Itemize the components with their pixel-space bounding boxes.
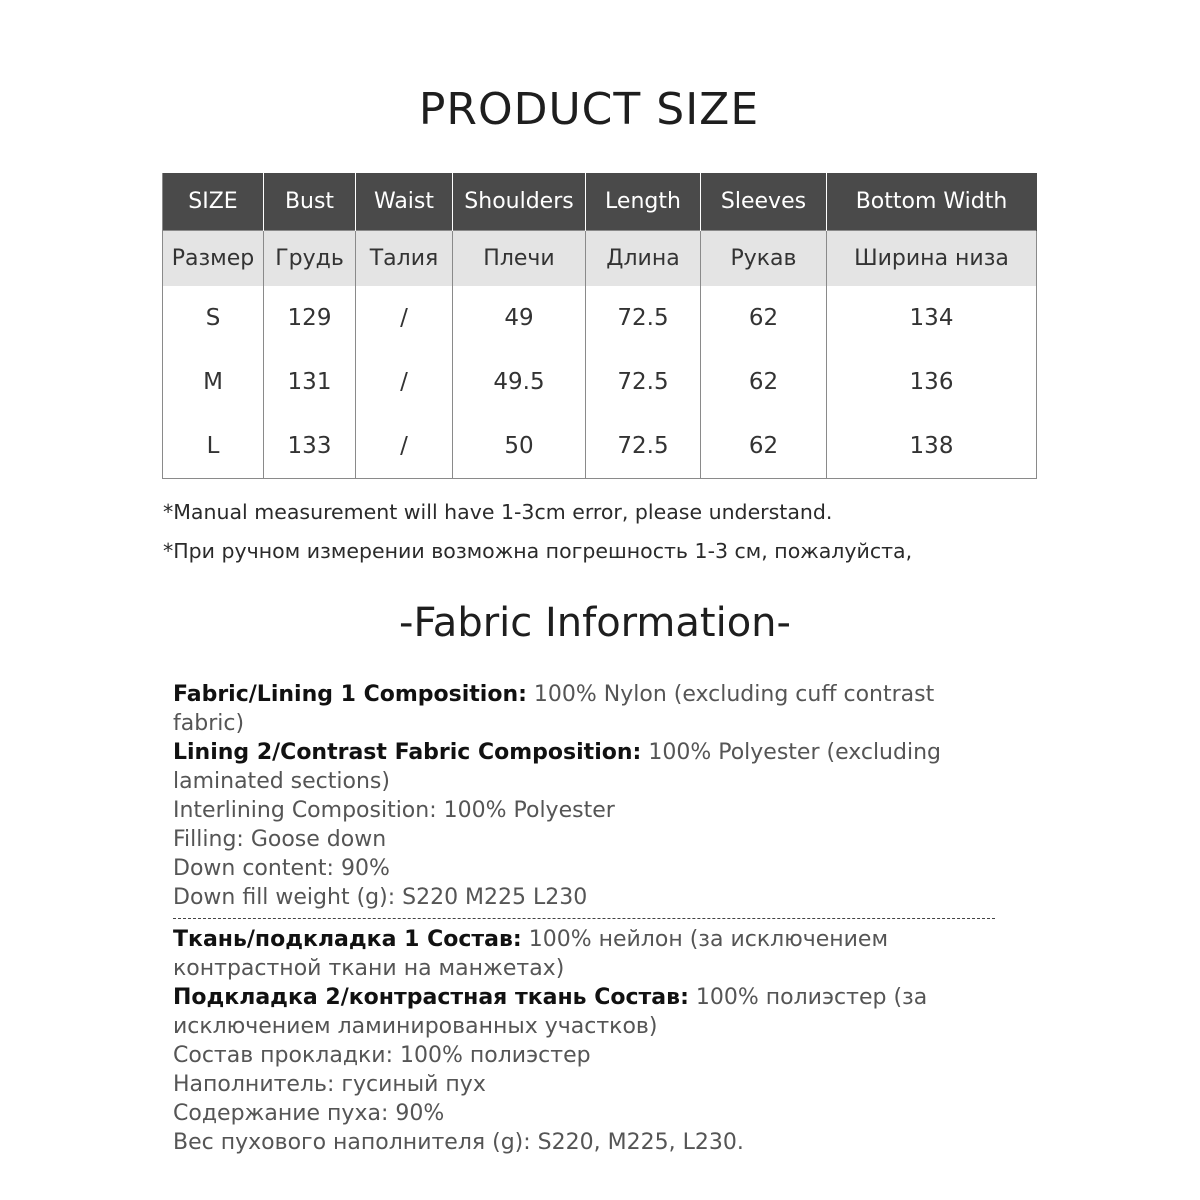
fabric-line: Вес пухового наполнителя (g): S220, M225, L230. <box>173 1130 744 1155</box>
header-size: SIZE <box>163 173 264 231</box>
fabric-line: Down content: 90% <box>173 856 390 881</box>
fabric-label: Подкладка 2/контрастная ткань Состав: <box>173 985 689 1010</box>
fabric-value: 100% нейлон (за исключением контрастной ткани на манжетах) <box>173 927 889 981</box>
header-ru-shoulders: Плечи <box>453 231 586 287</box>
cell-bust: 131 <box>264 350 356 414</box>
fabric-label: Ткань/подкладка 1 Состав: <box>173 927 522 952</box>
fabric-line: Наполнитель: гусиный пух <box>173 1072 486 1097</box>
cell-waist: / <box>356 350 453 414</box>
fabric-value: 100% Polyester (excluding laminated sections) <box>173 740 941 794</box>
header-length: Length <box>586 173 701 231</box>
fabric-line: Filling: Goose down <box>173 827 387 852</box>
header-waist: Waist <box>356 173 453 231</box>
table-row <box>163 414 1037 479</box>
page-title: PRODUCT SIZE <box>418 84 760 135</box>
header-ru-sleeves: Рукав <box>701 231 827 287</box>
cell-shoulders: 49 <box>453 286 586 350</box>
cell-sleeves: 62 <box>701 350 827 414</box>
fabric-title: -Fabric Information- <box>399 600 791 646</box>
cell-length: 72.5 <box>586 286 701 350</box>
cell-length: 72.5 <box>586 350 701 414</box>
cell-sleeves: 62 <box>701 286 827 350</box>
cell-size: M <box>163 350 264 414</box>
cell-length: 72.5 <box>586 414 701 479</box>
header-sleeves: Sleeves <box>701 173 827 231</box>
header-ru-waist: Талия <box>356 231 453 287</box>
cell-bottom-width: 134 <box>827 286 1037 350</box>
header-ru-size: Размер <box>163 231 264 287</box>
header-shoulders: Shoulders <box>453 173 586 231</box>
fabric-line <box>173 983 1003 1041</box>
cell-sleeves: 62 <box>701 414 827 479</box>
dashed-divider <box>173 918 995 919</box>
fabric-info-ru <box>173 925 1003 1157</box>
cell-shoulders: 50 <box>453 414 586 479</box>
fabric-line: Состав прокладки: 100% полиэстер <box>173 1043 591 1068</box>
fabric-value: 100% полиэстер (за исключением ламинированных участков) <box>173 985 928 1039</box>
fabric-label: Lining 2/Contrast Fabric Composition: <box>173 740 642 765</box>
table-row <box>163 286 1037 350</box>
cell-size: S <box>163 286 264 350</box>
cell-bottom-width: 138 <box>827 414 1037 479</box>
cell-waist: / <box>356 286 453 350</box>
fabric-line <box>173 680 1003 738</box>
table-row <box>163 350 1037 414</box>
cell-bottom-width: 136 <box>827 350 1037 414</box>
header-bottom-width: Bottom Width <box>827 173 1037 231</box>
fabric-value: 100% Nylon (excluding cuff contrast fabric) <box>173 682 935 736</box>
fabric-line: Down fill weight (g): S220 M225 L230 <box>173 885 588 910</box>
fabric-line: Interlining Composition: 100% Polyester <box>173 798 615 823</box>
measurement-note-en: *Manual measurement will have 1-3cm error, please understand. <box>163 500 833 524</box>
header-ru-bust: Грудь <box>264 231 356 287</box>
header-bust: Bust <box>264 173 356 231</box>
measurement-note-ru: *При ручном измерении возможна погрешность 1-3 см, пожалуйста, <box>163 539 913 563</box>
fabric-line <box>173 738 1003 796</box>
table-header-ru <box>163 231 1037 287</box>
cell-size: L <box>163 414 264 479</box>
cell-waist: / <box>356 414 453 479</box>
cell-bust: 133 <box>264 414 356 479</box>
table-header-en <box>163 173 1037 231</box>
fabric-label: Fabric/Lining 1 Composition: <box>173 682 527 707</box>
fabric-line: Содержание пуха: 90% <box>173 1101 445 1126</box>
header-ru-bottom-width: Ширина низа <box>827 231 1037 287</box>
size-table <box>162 173 1037 479</box>
fabric-line <box>173 925 1003 983</box>
cell-bust: 129 <box>264 286 356 350</box>
header-ru-length: Длина <box>586 231 701 287</box>
fabric-info-en <box>173 680 1003 912</box>
cell-shoulders: 49.5 <box>453 350 586 414</box>
